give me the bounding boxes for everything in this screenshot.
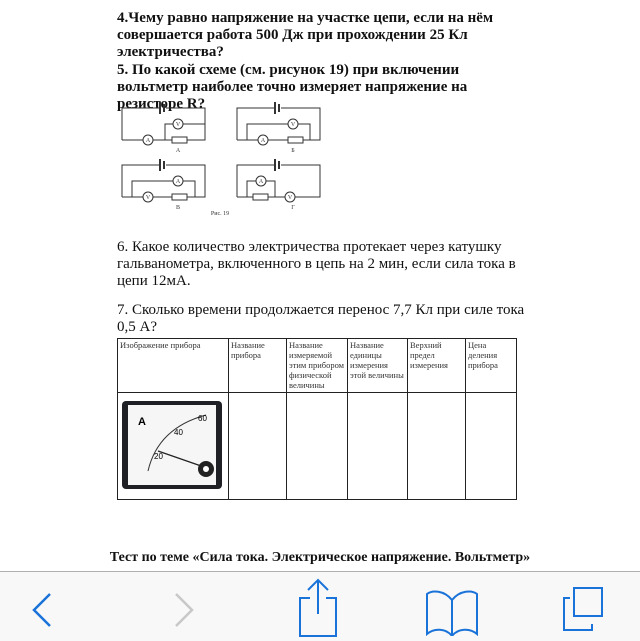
bookmarks-button[interactable] (424, 586, 480, 636)
figure-caption: Рис. 19 (210, 211, 230, 217)
instrument-table (117, 338, 517, 500)
header-division: Цена деления прибора (466, 339, 517, 393)
ammeter-label: A (145, 138, 151, 144)
header-name: Название прибора (229, 339, 287, 393)
ammeter-label: A (260, 138, 266, 144)
voltmeter-label: V (290, 122, 296, 128)
meter-unit: A (138, 416, 146, 428)
scheme-label-a: А (175, 148, 181, 154)
back-button[interactable] (30, 592, 54, 628)
voltmeter-label: V (287, 195, 293, 201)
meter-tick: 60 (198, 414, 207, 423)
question-7: 7. Сколько времени продолжается перенос 7,7 Кл при силе тока 0,5 А? (117, 302, 525, 335)
voltmeter-label: V (145, 195, 151, 201)
question-4: 4.Чему равно напряжение на участке цепи, если на нём совершается работа 500 Дж при прохождении 25 Кл электричества? (117, 10, 494, 60)
question-5: 5. По какой схеме (см. рисунок 19) при включении вольтметр наиболее точно измеряет напряжение на резисторе R? (117, 62, 468, 112)
next-test-title: Тест по теме «Сила тока. Электрическое напряжение. Вольтметр» (109, 550, 531, 565)
question-6: 6. Какое количество электричества протекает через катушку гальванометра, включенного в цепь на 2 мин, если сила тока в цепи 12мА. (117, 239, 516, 289)
ammeter-label: A (175, 179, 181, 185)
browser-toolbar (0, 571, 640, 641)
scheme-label-b: Б (291, 148, 295, 154)
ammeter-label: A (258, 179, 264, 185)
header-quantity: Название измеряемой этим прибором физической величины (287, 339, 348, 393)
header-unit: Название единицы измерения этой величины (348, 339, 408, 393)
tabs-button[interactable] (560, 584, 606, 634)
voltmeter-label: V (175, 122, 181, 128)
meter-tick: 20 (154, 452, 163, 461)
circuit-diagrams (110, 100, 330, 220)
meter-tick: 40 (174, 428, 183, 437)
forward-button[interactable] (172, 592, 196, 628)
ammeter-image (118, 393, 226, 497)
header-image: Изображение прибора (118, 339, 229, 393)
header-upper-limit: Верхний предел измерения (408, 339, 466, 393)
scheme-label-v: В (175, 205, 181, 211)
scheme-label-g: Г (291, 205, 295, 211)
share-button[interactable] (296, 578, 340, 638)
